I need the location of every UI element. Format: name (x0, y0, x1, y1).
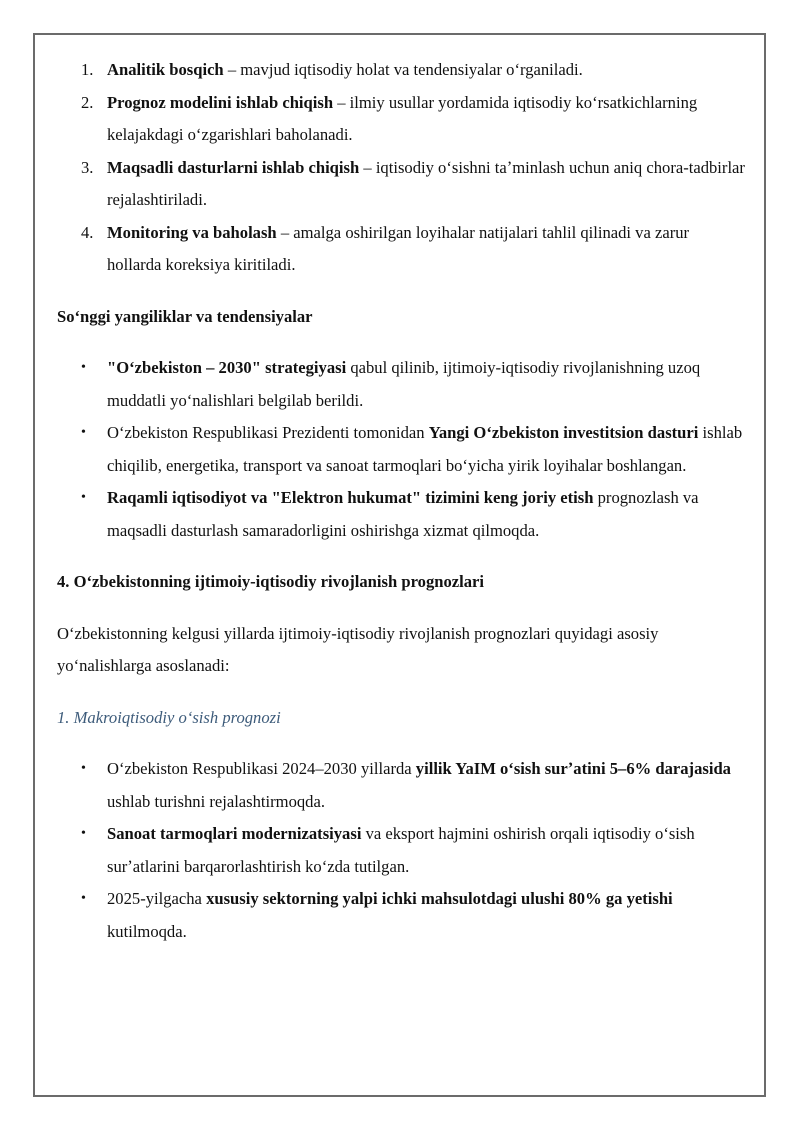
macro-text: kutilmoqda. (107, 921, 187, 941)
step-term: Maqsadli dasturlarni ishlab chiqish (107, 157, 360, 177)
list-item (57, 352, 747, 417)
macro-term: xususiy sektorning yalpi ichki mahsulotdagi ulushi 80% ga yetishi (206, 889, 673, 908)
step-text: – ilmiy usullar yordamida iqtisodiy koʻrsatkichlarning kelajakdagi oʻzgarishlari baholanadi. (107, 92, 698, 144)
macro-text: va eksport hajmini oshirish orqali iqtisodiy oʻsish surʼatlarini barqarorlashtirish koʻzda tutilgan. (107, 824, 695, 876)
step-term: Prognoz modelini ishlab chiqish (107, 92, 334, 112)
document-body (57, 54, 747, 948)
news-heading: Soʻnggi yangiliklar va tendensiyalar (57, 306, 313, 326)
section-intro: Oʻzbekistonning kelgusi yillarda ijtimoiy-iqtisodiy rivojlanish prognozlari quyidagi asosiy yoʻnalishlarga asoslanadi: (57, 623, 659, 675)
step-term: Monitoring va baholash (107, 222, 277, 242)
list-item (57, 818, 747, 883)
list-item (57, 417, 747, 482)
step-text: – iqtisodiy oʻsishni taʼminlash uchun aniq chora-tadbirlar rejalashtiriladi. (107, 157, 745, 209)
subsection-heading: 1. Makroiqtisodiy oʻsish prognozi (57, 707, 281, 727)
step-text: – mavjud iqtisodiy holat va tendensiyalar oʻrganiladi. (223, 60, 583, 79)
bullet: • (81, 360, 86, 375)
macro-pre: 2025-yilgacha (107, 889, 207, 908)
news-term: "Oʻzbekiston – 2030" strategiyasi (107, 358, 347, 377)
bullet: • (81, 891, 86, 906)
news-text: prognozlash va maqsadli dasturlash samaradorligini oshirishga xizmat qilmoqda. (107, 488, 699, 540)
news-term: Yangi Oʻzbekiston investitsion dasturi (428, 423, 699, 442)
macro-text: ushlab turishni rejalashtirmoqda. (107, 791, 325, 811)
bullet: • (81, 826, 86, 841)
bullet: • (81, 761, 86, 776)
list-number: 3. (81, 157, 94, 177)
bullet: • (81, 490, 86, 505)
news-pre: Oʻzbekiston Respublikasi Prezidenti tomonidan (107, 423, 429, 442)
list-number: 1. (81, 60, 94, 79)
macro-term: yillik YaIM oʻsish surʼatini 5–6% darajasida (415, 759, 731, 778)
list-item (57, 152, 747, 217)
step-text: – amalga oshirilgan loyihalar natijalari tahlil qilinadi va zarur hollarda koreksiya kiritiladi. (107, 222, 690, 274)
list-item (57, 482, 747, 547)
macro-list (57, 753, 747, 948)
news-text: qabul qilinib, ijtimoiy-iqtisodiy rivojlanishning uzoq muddatli yoʻnalishlari belgilab berildi. (107, 358, 701, 410)
macro-pre: Oʻzbekiston Respublikasi 2024–2030 yillarda (107, 759, 416, 778)
list-item (57, 217, 747, 282)
news-list (57, 352, 747, 547)
list-number: 4. (81, 222, 94, 242)
macro-term: Sanoat tarmoqlari modernizatsiyasi (107, 824, 362, 843)
bullet: • (81, 425, 86, 440)
list-number: 2. (81, 92, 94, 112)
list-item (57, 753, 747, 818)
news-text: ishlab chiqilib, energetika, transport va sanoat tarmoqlari boʻyicha yirik loyihalar boshlangan. (107, 423, 743, 475)
list-item (57, 54, 747, 87)
list-item (57, 87, 747, 152)
section-heading: 4. Oʻzbekistonning ijtimoiy-iqtisodiy rivojlanish prognozlari (57, 572, 485, 591)
steps-list (57, 54, 747, 282)
news-term: Raqamli iqtisodiyot va "Elektron hukumat" tizimini keng joriy etish (107, 488, 594, 507)
step-term: Analitik bosqich (107, 60, 224, 79)
list-item (57, 883, 747, 948)
